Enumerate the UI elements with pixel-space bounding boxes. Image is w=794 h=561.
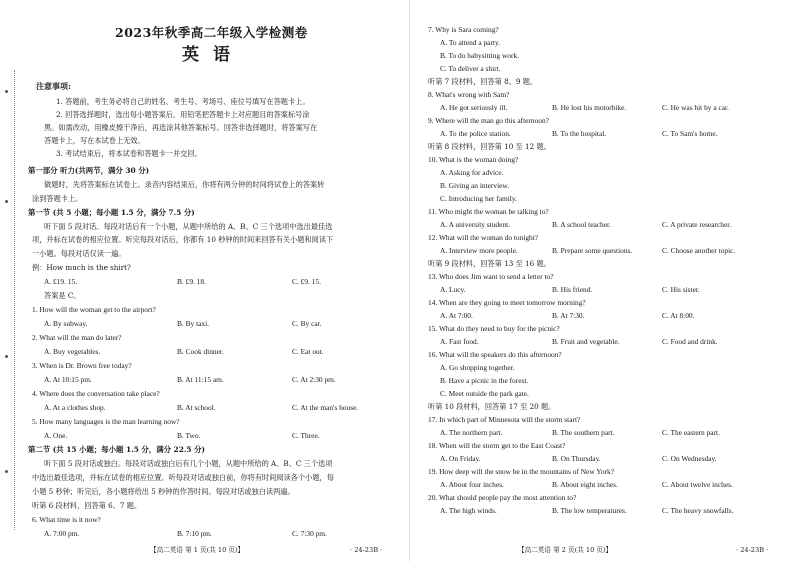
option[interactable]: C. Introducing her family.	[440, 194, 517, 203]
question: 4. Where does the conversation take place?	[32, 389, 160, 398]
option-b[interactable]: B. His friend.	[552, 285, 593, 294]
question: 8. What's wrong with Sam?	[428, 90, 510, 99]
question: 19. How deep will the snow be in the mountains of New York?	[428, 467, 614, 476]
option-b[interactable]: B. Cook dinner.	[177, 347, 224, 356]
question: 6. What time is it now?	[32, 515, 101, 524]
option[interactable]: A. Go shopping together.	[440, 363, 515, 372]
question: 12. What will the woman do tonight?	[428, 233, 539, 242]
option-c[interactable]: C. He was hit by a car.	[662, 103, 729, 112]
page-footer-label: 【高二英语 第 2 页(共 10 页)】	[518, 546, 613, 554]
option-b[interactable]: B. On Thursday.	[552, 454, 601, 463]
notes-line: 答题卡上，写在本试卷上无效。	[44, 136, 145, 145]
section2-instructions: 小题 5 秒钟；听完后，各小题将给出 5 秒钟的作答时间。每段对话或独白读两遍。	[32, 487, 295, 496]
option-a[interactable]: A. 7:00 pm.	[44, 529, 80, 538]
option-a[interactable]: A. The high winds.	[440, 506, 497, 515]
binding-hole	[5, 90, 8, 93]
option[interactable]: C. Meet outside the park gate.	[440, 389, 529, 398]
notes-heading: 注意事项:	[36, 81, 71, 91]
option-a[interactable]: A. One.	[44, 431, 68, 440]
option-a[interactable]: A. Buy vegetables.	[44, 347, 101, 356]
section2-instructions: 中选出最佳选项，并标在试卷的相应位置。听每段对话或独白前，你将有时间阅读各个小题，每	[32, 473, 334, 482]
section1-instructions: 听下面 5 段对话。每段对话后有一个小题，从题中所给的 A、B、C 三个选项中选出最佳选	[44, 222, 333, 231]
example-option-c: C. £9. 15.	[292, 277, 321, 286]
section1-instructions: 项，并标在试卷的相应位置。听完每段对话后，你都有 10 秒钟的时间来回答有关小题和阅读下	[32, 235, 334, 244]
question: 1. How will the woman get to the airport?	[32, 305, 156, 314]
question: 3. When is Dr. Brown free today?	[32, 361, 132, 370]
option[interactable]: B. Giving an interview.	[440, 181, 510, 190]
example-question: 例：How much is the shirt?	[32, 263, 131, 272]
option-b[interactable]: B. Prepare some questions.	[552, 246, 633, 255]
exam-title: 2023年秋季高二年级入学检测卷	[115, 25, 308, 40]
option-a[interactable]: A. The northern part.	[440, 428, 503, 437]
question: 15. What do they need to buy for the picnic?	[428, 324, 560, 333]
question: 10. What is the woman doing?	[428, 155, 519, 164]
section1-instructions: 一小题。每段对话仅读一遍。	[32, 249, 126, 258]
example-option-a: A. £19. 15.	[44, 277, 78, 286]
binding-hole	[5, 200, 8, 203]
option-a[interactable]: A. Interview more people.	[440, 246, 518, 255]
page-footer-code: · 24-23B ·	[350, 546, 383, 554]
question: 20. What should people pay the most attention to?	[428, 493, 577, 502]
option-b[interactable]: B. By taxi.	[177, 319, 210, 328]
section1-heading: 第一节 (共 5 小题；每小题 1.5 分，满分 7.5 分)	[28, 208, 195, 217]
material-heading: 听第 9 段材料，回答第 13 至 16 题。	[428, 259, 551, 268]
material-heading: 听第 8 段材料，回答第 10 至 12 题。	[428, 142, 551, 151]
question: 9. Where will the man go this afternoon?	[428, 116, 549, 125]
notes-line: 3. 考试结束后，将本试卷和答题卡一并交回。	[56, 149, 202, 158]
option-b[interactable]: B. Two.	[177, 431, 201, 440]
option-b[interactable]: B. At 7:30.	[552, 311, 585, 320]
question: 2. What will the man do later?	[32, 333, 122, 342]
option-c[interactable]: C. His sister.	[662, 285, 700, 294]
binding-hole	[5, 470, 8, 473]
notes-line: 2. 回答选择题时，选出每小题答案后，用铅笔把答题卡上对应题目的答案标号涂	[56, 110, 310, 119]
notes-line: 黑。如需改动，用橡皮擦干净后，再选涂其他答案标号。回答非选择题时，将答案写在	[44, 123, 318, 132]
option-b[interactable]: B. At 11:15 am.	[177, 375, 224, 384]
part1-intro: 涂到答题卡上。	[32, 194, 83, 203]
option-a[interactable]: A. At 7:00.	[440, 311, 473, 320]
material-heading: 听第 6 段材料，回答第 6、7 题。	[32, 501, 142, 510]
option-a[interactable]: A. At 10:15 pm.	[44, 375, 92, 384]
option-c[interactable]: C. Eat out.	[292, 347, 324, 356]
section2-heading: 第二节 (共 15 小题；每小题 1.5 分，满分 22.5 分)	[28, 445, 206, 454]
option-c[interactable]: C. Three.	[292, 431, 320, 440]
option-c[interactable]: C. On Wednesday.	[662, 454, 717, 463]
option-b[interactable]: B. A school teacher.	[552, 220, 611, 229]
option[interactable]: A. Asking for advice.	[440, 168, 504, 177]
option-a[interactable]: A. On Friday.	[440, 454, 481, 463]
option-b[interactable]: B. The southern part.	[552, 428, 615, 437]
option[interactable]: C. To deliver a shirt.	[440, 64, 501, 73]
option-b[interactable]: B. To the hospital.	[552, 129, 607, 138]
option-c[interactable]: C. At the man's house.	[292, 403, 359, 412]
option-a[interactable]: A. By subway.	[44, 319, 88, 328]
section2-instructions: 听下面 5 段对话或独白。每段对话或独白后有几个小题，从题中所给的 A、B、C 三个选项	[44, 459, 333, 468]
binding-line	[14, 70, 16, 530]
option-a[interactable]: A. Lucy.	[440, 285, 466, 294]
option-c[interactable]: C. At 2:30 pm.	[292, 375, 336, 384]
option[interactable]: A. To attend a party.	[440, 38, 501, 47]
material-heading: 听第 7 段材料，回答第 8、9 题。	[428, 77, 538, 86]
option-b[interactable]: B. At school.	[177, 403, 216, 412]
question: 11. Who might the woman be talking to?	[428, 207, 549, 216]
option-a[interactable]: A. He got seriously ill.	[440, 103, 508, 112]
option-c[interactable]: C. About twelve inches.	[662, 480, 733, 489]
option-c[interactable]: C. To Sam's home.	[662, 129, 718, 138]
option[interactable]: B. To do babysitting work.	[440, 51, 520, 60]
example-option-b: B. £9. 18.	[177, 277, 206, 286]
option-c[interactable]: C. The heavy snowfalls.	[662, 506, 734, 515]
option-c[interactable]: C. The eastern part.	[662, 428, 720, 437]
option-c[interactable]: C. Food and drink.	[662, 337, 718, 346]
option-c[interactable]: C. 7:30 pm.	[292, 529, 327, 538]
option-b[interactable]: B. The low temperatures.	[552, 506, 627, 515]
exam-page-2	[410, 0, 794, 561]
question: 14. When are they going to meet tomorrow morning?	[428, 298, 586, 307]
part1-intro: 做题时，先将答案标在试卷上。录音内容结束后，你将有两分钟的时间将试卷上的答案转	[44, 180, 325, 189]
question: 7. Why is Sara coming?	[428, 25, 499, 34]
question: 5. How many languages is the man learning now?	[32, 417, 180, 426]
binding-hole	[5, 355, 8, 358]
question: 17. In which part of Minnesota will the storm start?	[428, 415, 581, 424]
page-footer-label: 【高二英语 第 1 页(共 10 页)】	[150, 546, 245, 554]
notes-line: 1. 答题前，考生务必将自己的姓名、考生号、考场号、座位号填写在答题卡上。	[56, 97, 310, 106]
question: 16. What will the speakers do this afternoon?	[428, 350, 562, 359]
option-b[interactable]: B. Fruit and vegetable.	[552, 337, 620, 346]
option-b[interactable]: B. 7:10 pm.	[177, 529, 212, 538]
example-answer: 答案是 C。	[44, 291, 81, 300]
page-footer-code: · 24-23B ·	[736, 546, 769, 554]
option-a[interactable]: A. At a clothes shop.	[44, 403, 106, 412]
option-a[interactable]: A. A university student.	[440, 220, 511, 229]
part1-heading: 第一部分 听力(共两节，满分 30 分)	[28, 166, 150, 175]
option-c[interactable]: C. By car.	[292, 319, 322, 328]
option-c[interactable]: C. At 8:00.	[662, 311, 695, 320]
material-heading: 听第 10 段材料，回答第 17 至 20 题。	[428, 402, 556, 411]
option-b[interactable]: B. About eight inches.	[552, 480, 618, 489]
option[interactable]: B. Have a picnic in the forest.	[440, 376, 529, 385]
subject-title: 英语	[182, 45, 244, 65]
option-a[interactable]: A. Fast food.	[440, 337, 479, 346]
option-b[interactable]: B. He lost his motorbike.	[552, 103, 627, 112]
question: 13. Who does Jim want to send a letter to?	[428, 272, 554, 281]
option-c[interactable]: C. Choose another topic.	[662, 246, 736, 255]
question: 18. When will the storm get to the East Coast?	[428, 441, 566, 450]
option-a[interactable]: A. To the police station.	[440, 129, 511, 138]
option-a[interactable]: A. About four inches.	[440, 480, 504, 489]
option-c[interactable]: C. A private researcher.	[662, 220, 732, 229]
